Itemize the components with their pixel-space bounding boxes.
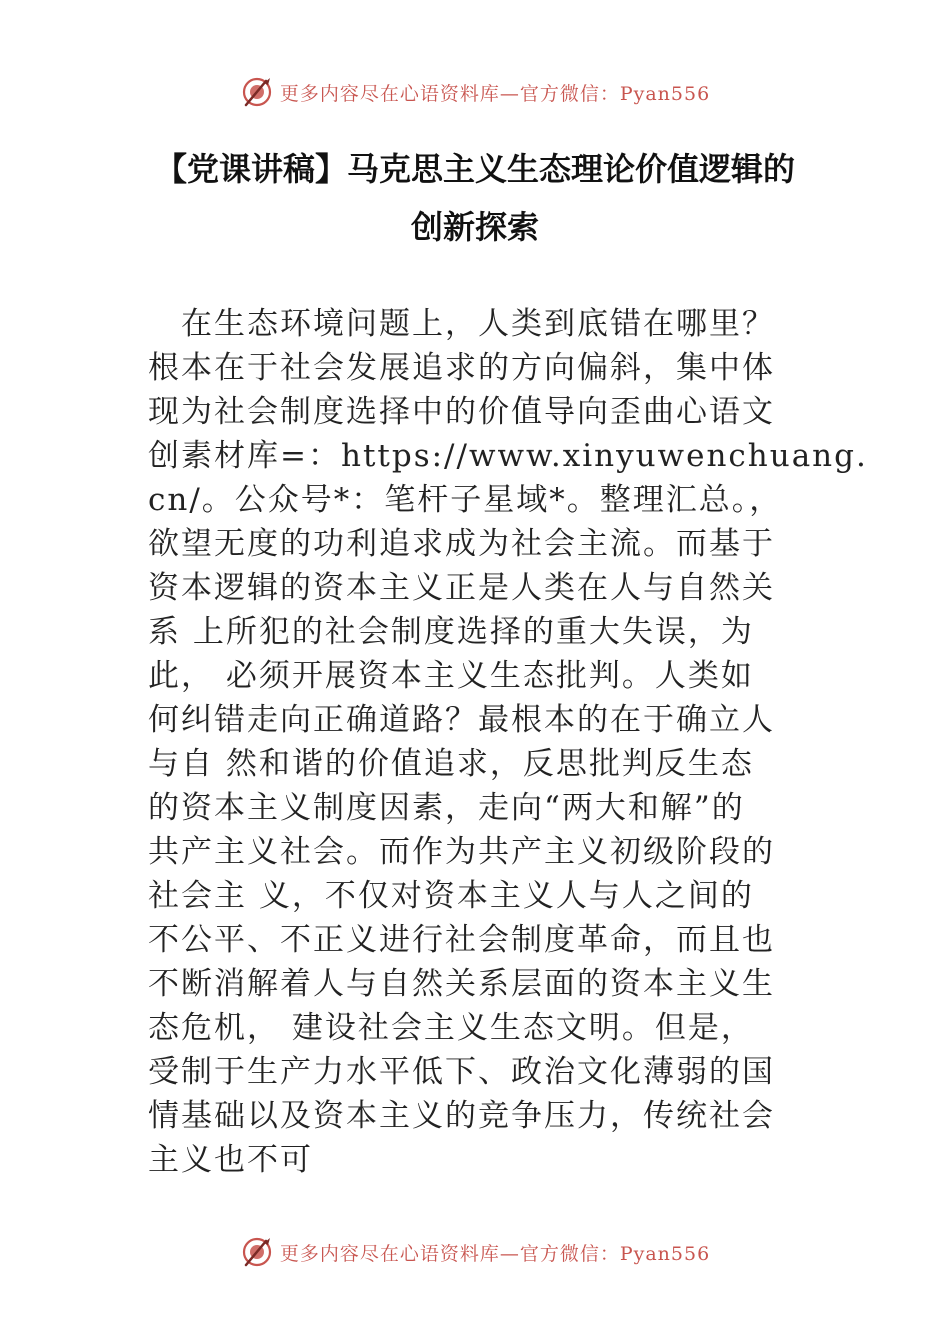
title-line-2: 创新探索 — [410, 208, 539, 246]
body-line: 根本在于社会发展追求的方向偏斜，集中体 — [148, 350, 775, 386]
body-line: 不公平、不正义进行社会制度革命，而且也 — [148, 922, 775, 958]
body-line: 何纠错走向正确道路？最根本的在于确立人 — [148, 702, 775, 738]
body-line: 不断消解着人与自然关系层面的资本主义生 — [148, 966, 775, 1002]
body-line: 系 上所犯的社会制度选择的重大失误，为 — [148, 614, 754, 650]
page-title — [140, 140, 810, 256]
body-line: 在生态环境问题上，人类到底错在哪里？ — [148, 306, 775, 342]
body-line: 情基础以及资本主义的竞争压力，传统社会 — [148, 1098, 775, 1134]
body-line: 欲望无度的功利追求成为社会主流。而基于 — [148, 526, 775, 562]
quill-logo-icon — [240, 1235, 274, 1269]
title-line-1: 【党课讲稿】马克思主义生态理论价值逻辑的 — [154, 150, 795, 188]
footer-banner — [0, 1232, 950, 1272]
body-line: 社会主 义，不仅对资本主义人与人之间的 — [148, 878, 754, 914]
footer-banner-text: 更多内容尽在心语资料库—官方微信：Pyan556 — [279, 1242, 711, 1265]
body-line: 的资本主义制度因素，走向“两大和解”的 — [148, 790, 745, 826]
body-line: 创素材库=：https://www.xinyuwenchuang. — [148, 438, 868, 474]
body-line: cn/。公众号*：笔杆子星域*。整理汇总。， — [148, 482, 783, 518]
body-line: 资本逻辑的资本主义正是人类在人与自然关 — [148, 570, 775, 606]
body-line: 主义也不可 — [148, 1142, 313, 1178]
body-paragraph — [148, 302, 868, 1182]
body-line: 与自 然和谐的价值追求，反思批判反生态 — [148, 746, 754, 782]
body-line: 共产主义社会。而作为共产主义初级阶段的 — [148, 834, 775, 870]
body-line: 受制于生产力水平低下、政治文化薄弱的国 — [148, 1054, 775, 1090]
body-line: 此， 必须开展资本主义生态批判。人类如 — [148, 658, 754, 694]
quill-logo-icon — [240, 75, 274, 109]
body-line: 态危机， 建设社会主义生态文明。但是， — [148, 1010, 754, 1046]
header-banner — [0, 72, 950, 112]
body-line: 现为社会制度选择中的价值导向歪曲心语文 — [148, 394, 775, 430]
header-banner-text: 更多内容尽在心语资料库—官方微信：Pyan556 — [279, 82, 711, 105]
